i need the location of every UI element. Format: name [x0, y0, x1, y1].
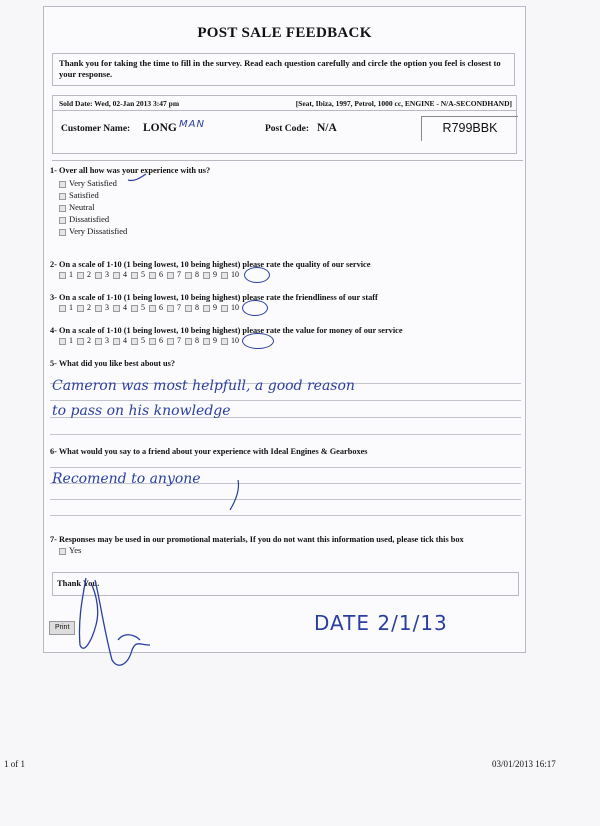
q4-circled-answer [242, 333, 274, 349]
q4-rating-scale[interactable]: 1 2 3 4 5 6 7 8 9 10 [59, 336, 239, 345]
registration-box [421, 116, 518, 141]
postcode-label: Post Code: [265, 124, 310, 134]
q2-circled-answer [244, 267, 270, 283]
q1-option-neutral[interactable]: Neutral [59, 202, 95, 212]
question-3-label: 3- On a scale of 1-10 (1 being lowest, 10 being highest) please rate the friendliness of our staff [50, 293, 378, 302]
page-counter: 1 of 1 [4, 759, 25, 769]
checkbox[interactable] [59, 548, 66, 555]
q1-option-very-satisfied[interactable]: Very Satisfied [59, 178, 117, 188]
q1-option-very-dissatisfied[interactable]: Very Dissatisfied [59, 226, 127, 236]
thank-you-box [52, 572, 519, 596]
question-2-label: 2- On a scale of 1-10 (1 being lowest, 10 being highest) please rate the quality of our service [50, 260, 371, 269]
answer-line [50, 434, 521, 435]
q6-handwritten-answer: Recomend to anyone [52, 471, 201, 487]
question-4-label: 4- On a scale of 1-10 (1 being lowest, 10 being highest) please rate the value for money of our service [50, 326, 403, 335]
checkbox[interactable] [59, 193, 66, 200]
intro-text: Thank you for taking the time to fill in the survey. Read each question carefully and circle the option you feel is closest to your response. [52, 53, 515, 86]
question-6-label: 6- What would you say to a friend about your experience with Ideal Engines & Gearboxes [50, 447, 368, 456]
q1-option-satisfied[interactable]: Satisfied [59, 190, 99, 200]
divider [53, 110, 516, 111]
customer-name-label: Customer Name: [61, 124, 131, 134]
q3-rating-scale[interactable]: 1 2 3 4 5 6 7 8 9 10 [59, 303, 239, 312]
q1-option-dissatisfied[interactable]: Dissatisfied [59, 214, 109, 224]
sold-date: Sold Date: Wed, 02-Jan 2013 3:47 pm [59, 99, 180, 108]
vehicle-description: [Seat, Ibiza, 1997, Petrol, 1000 cc, ENGINE - N/A-SECONDHAND] [295, 99, 512, 108]
feedback-form [43, 6, 526, 653]
q7-option-yes[interactable]: Yes [59, 545, 81, 555]
thank-you-text: Thank You. [57, 578, 100, 588]
answer-line [50, 515, 521, 516]
answer-line [50, 499, 521, 500]
q2-rating-scale[interactable]: 1 2 3 4 5 6 7 8 9 10 [59, 270, 239, 279]
answer-line [50, 400, 521, 401]
checkbox[interactable] [59, 205, 66, 212]
checkbox[interactable] [59, 181, 66, 188]
q5-handwritten-answer-line2: to pass on his knowledge [52, 403, 231, 419]
answer-line [50, 467, 521, 468]
question-1-label: 1- Over all how was your experience with us? [50, 166, 211, 175]
question-7-label: 7- Responses may be used in our promotional materials, If you do not want this information used, please tick this box [50, 535, 464, 544]
q3-circled-answer [242, 300, 268, 316]
print-button[interactable]: Print [49, 621, 75, 635]
q5-handwritten-answer-line1: Cameron was most helpfull, a good reason [52, 378, 355, 394]
postcode-value: N/A [317, 122, 337, 134]
form-title: POST SALE FEEDBACK [197, 25, 372, 41]
section-divider [52, 160, 523, 161]
customer-name-value: LONG [143, 122, 177, 134]
checkbox[interactable] [59, 217, 66, 224]
print-timestamp: 03/01/2013 16:17 [492, 759, 556, 769]
handwritten-date: DATE 2/1/13 [314, 611, 448, 635]
sale-details-box [52, 95, 517, 154]
checkbox[interactable] [59, 229, 66, 236]
customer-name-handwritten: MAN [179, 119, 205, 130]
registration-number: R799BBK [442, 121, 498, 135]
question-5-label: 5- What did you like best about us? [50, 359, 176, 368]
